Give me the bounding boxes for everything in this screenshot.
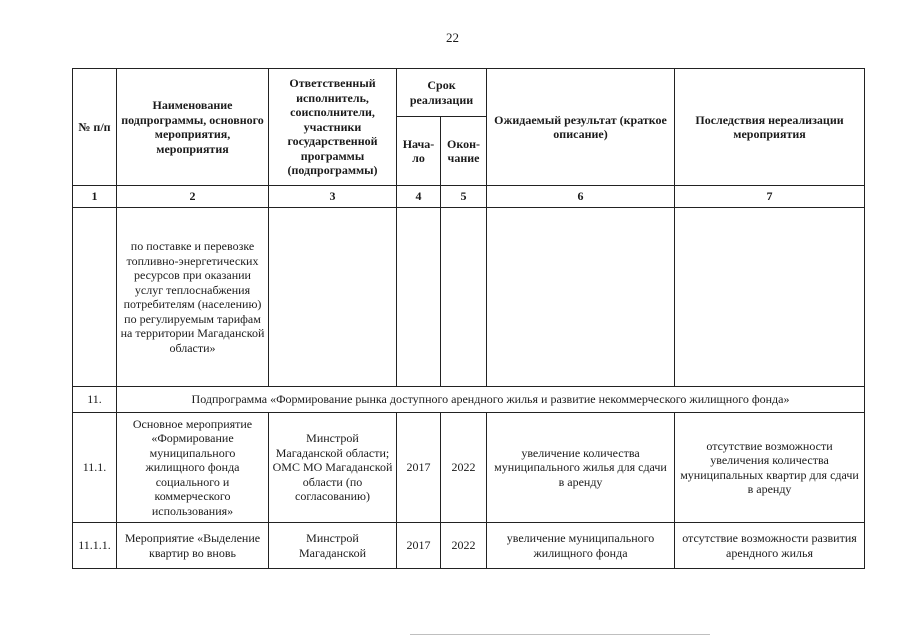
row-executor bbox=[269, 208, 397, 387]
row-result: увеличение муниципального жилищного фонда bbox=[487, 523, 675, 569]
program-table bbox=[72, 68, 865, 569]
row-name: Основное мероприятие «Формирование муниципального жилищного фонда социального и коммерческого использования» bbox=[117, 413, 269, 523]
header-number: № п/п bbox=[73, 69, 117, 186]
row-start bbox=[397, 208, 441, 387]
row-consequence: отсутствие возможности развития арендного жилья bbox=[675, 523, 865, 569]
column-number: 7 bbox=[675, 186, 865, 208]
subprogram-row bbox=[73, 387, 865, 413]
row-start: 2017 bbox=[397, 523, 441, 569]
column-number: 4 bbox=[397, 186, 441, 208]
table-row bbox=[73, 208, 865, 387]
table-row bbox=[73, 523, 865, 569]
column-number: 2 bbox=[117, 186, 269, 208]
page-number: 22 bbox=[446, 30, 459, 45]
row-end: 2022 bbox=[441, 413, 487, 523]
column-number: 3 bbox=[269, 186, 397, 208]
table-row bbox=[73, 413, 865, 523]
header-row-top bbox=[73, 69, 865, 117]
header-name: Наименование подпрограммы, основного мероприятия, мероприятия bbox=[117, 69, 269, 186]
row-consequence: отсутствие возможности увеличения количества муниципальных квартир для сдачи в аренду bbox=[675, 413, 865, 523]
row-executor: Минстрой Магаданской bbox=[269, 523, 397, 569]
row-consequence bbox=[675, 208, 865, 387]
row-result: увеличение количества муниципального жилья для сдачи в аренду bbox=[487, 413, 675, 523]
row-name: Мероприятие «Выделение квартир во вновь bbox=[117, 523, 269, 569]
subprogram-title: Подпрограмма «Формирование рынка доступного арендного жилья и развитие некоммерческого жилищного фонда» bbox=[117, 387, 865, 413]
row-number: 11. bbox=[73, 387, 117, 413]
column-number: 5 bbox=[441, 186, 487, 208]
row-end bbox=[441, 208, 487, 387]
header-consequence: Последствия нереализации мероприятия bbox=[675, 69, 865, 186]
row-executor: Минстрой Магаданской области; ОМС МО Магаданской области (по согласованию) bbox=[269, 413, 397, 523]
scan-artifact-line bbox=[410, 634, 710, 635]
header-start: Нача-ло bbox=[397, 117, 441, 186]
header-executor: Ответственный исполнитель, соисполнители, участники государственной программы (подпрограммы) bbox=[269, 69, 397, 186]
header-result: Ожидаемый результат (краткое описание) bbox=[487, 69, 675, 186]
column-number: 6 bbox=[487, 186, 675, 208]
row-start: 2017 bbox=[397, 413, 441, 523]
row-name: по поставке и перевозке топливно-энергетических ресурсов при оказании услуг теплоснабжения потребителям (населению) по регулируемым тарифам на территории Магаданской области» bbox=[117, 208, 269, 387]
header-end: Окон-чание bbox=[441, 117, 487, 186]
header-term: Срок реализации bbox=[397, 69, 487, 117]
row-number: 11.1.1. bbox=[73, 523, 117, 569]
row-number: 11.1. bbox=[73, 413, 117, 523]
row-result bbox=[487, 208, 675, 387]
row-number bbox=[73, 208, 117, 387]
column-number: 1 bbox=[73, 186, 117, 208]
row-end: 2022 bbox=[441, 523, 487, 569]
column-number-row bbox=[73, 186, 865, 208]
